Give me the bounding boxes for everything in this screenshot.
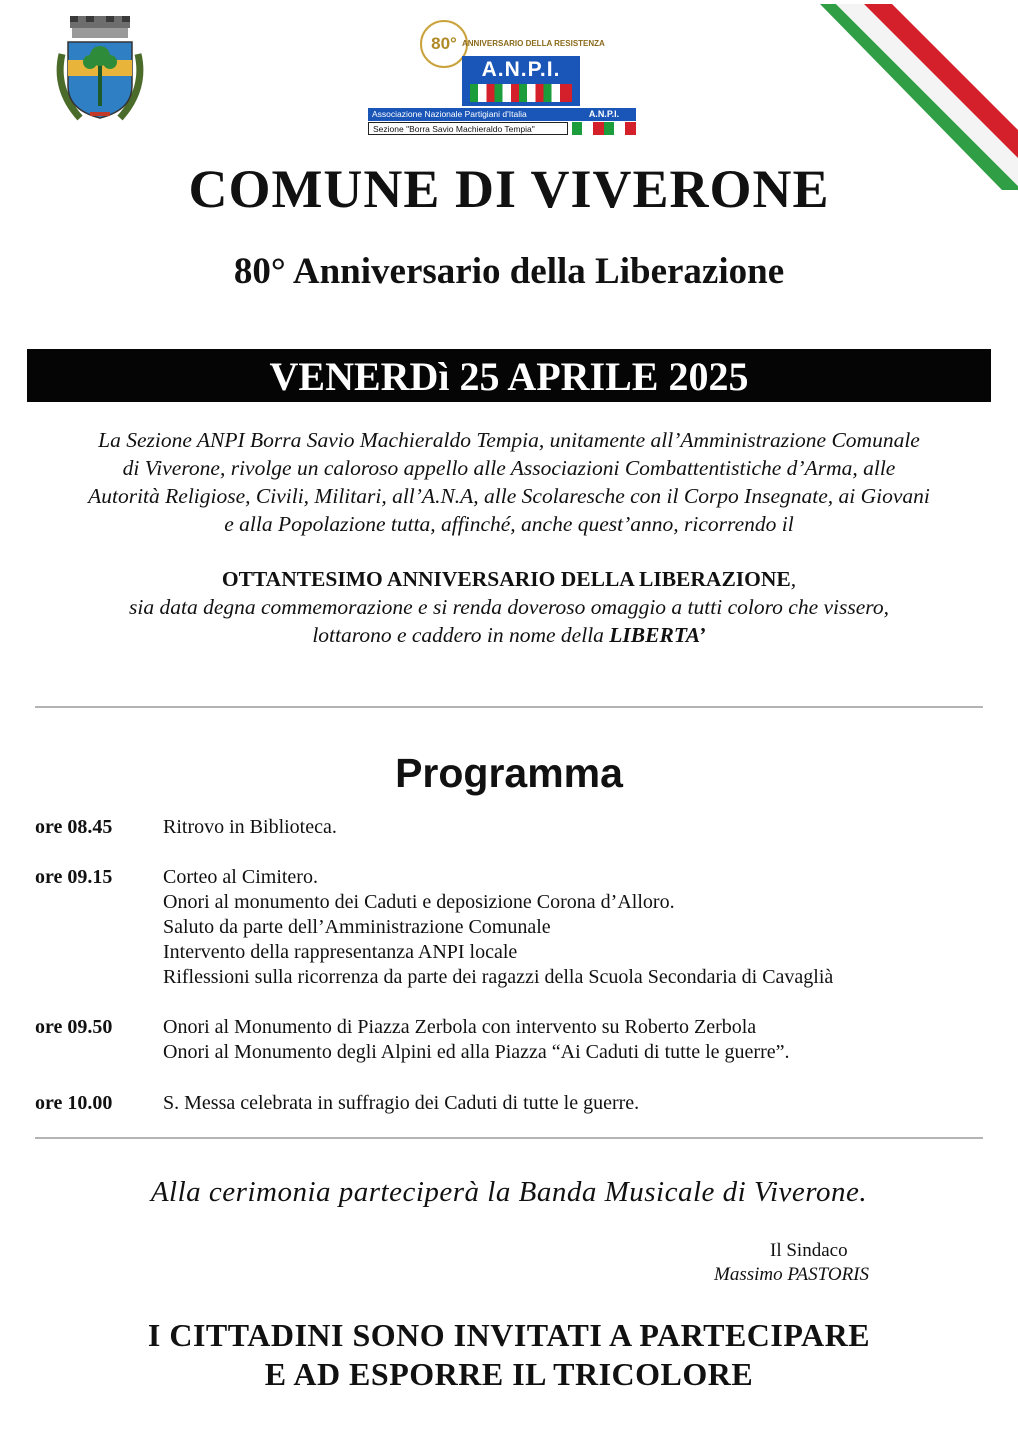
intro-line: Autorità Religiose, Civili, Militari, all’A.N.A, alle Scolaresche con il Corpo Insegnate, ai Giovani	[88, 484, 930, 508]
program-time: ore 09.50	[35, 1016, 113, 1038]
intro-line: sia data degna commemorazione e si renda doveroso omaggio a tutti coloro che vissero,	[129, 595, 889, 619]
divider	[35, 1137, 983, 1139]
program-line: Riflessioni sulla ricorrenza da parte dei ragazzi della Scuola Secondaria di Cavaglià	[163, 966, 834, 988]
municipal-crest-icon	[50, 14, 150, 128]
program-time: ore 09.15	[35, 866, 113, 888]
program-line: Onori al Monumento di Piazza Zerbola con intervento su Roberto Zerbola	[163, 1016, 757, 1038]
anpi-acronym: A.N.P.I.	[481, 58, 561, 81]
page-subtitle: 80° Anniversario della Liberazione	[233, 251, 785, 292]
anpi-mini-acronym: A.N.P.I.	[572, 108, 636, 121]
divider	[35, 706, 983, 708]
program-line: Onori al monumento dei Caduti e deposizione Corona d’Alloro.	[163, 891, 675, 913]
program-line: Corteo al Cimitero.	[163, 866, 318, 888]
closing-line: I CITTADINI SONO INVITATI A PARTECIPARE	[147, 1317, 871, 1353]
signature-role: Il Sindaco	[770, 1240, 848, 1261]
program-line: Saluto da parte dell’Amministrazione Comunale	[163, 916, 551, 938]
intro-line-prefix: lottarono e caddero in nome della	[312, 623, 610, 647]
program-time: ore 08.45	[35, 816, 113, 838]
tricolore-stripes-icon	[470, 84, 572, 102]
program-line: S. Messa celebrata in suffragio dei Caduti di tutte le guerre.	[163, 1092, 640, 1114]
emphasis-comma: ,	[790, 567, 797, 591]
anpi-80-badge: 80°	[420, 20, 468, 68]
program-line: Onori al Monumento degli Alpini ed alla Piazza “Ai Caduti di tutte le guerre”.	[163, 1041, 790, 1063]
date-banner: VENERDì 25 APRILE 2025	[27, 349, 991, 402]
programma-title: Programma	[395, 750, 623, 796]
anpi-logo	[368, 18, 636, 138]
program-time: ore 10.00	[35, 1092, 113, 1114]
liberta-word: LIBERTA’	[609, 623, 706, 647]
anpi-section-line: Sezione "Borra Savio Machieraldo Tempia"	[368, 122, 568, 135]
anpi-emblem	[462, 56, 580, 106]
mini-flag-icon	[572, 122, 636, 135]
program-row	[163, 1091, 983, 1116]
program-row	[163, 815, 983, 840]
program-line: Intervento della rappresentanza ANPI locale	[163, 941, 518, 963]
intro-line: La Sezione ANPI Borra Savio Machieraldo Tempia, unitamente all’Amministrazione Comunale	[98, 428, 920, 452]
intro-line: di Viverone, rivolge un caloroso appello alle Associazioni Combattentistiche d’Arma, alle	[122, 456, 896, 480]
program-line: Ritrovo in Biblioteca.	[163, 816, 337, 838]
signature-name: Massimo PASTORIS	[714, 1264, 870, 1285]
intro-paragraph	[20, 426, 998, 538]
closing-line: E AD ESPORRE IL TRICOLORE	[264, 1356, 754, 1392]
intro-line: e alla Popolazione tutta, affinché, anche quest’anno, ricorrendo il	[224, 512, 794, 536]
program-row	[163, 865, 983, 990]
page-title: COMUNE DI VIVERONE	[188, 159, 830, 219]
intro-emphasis-paragraph	[20, 565, 998, 649]
anpi-anniversary-text: ANNIVERSARIO DELLA RESISTENZA	[462, 39, 605, 48]
anpi-association-line: Associazione Nazionale Partigiani d'Italia	[368, 108, 572, 121]
anniversary-emphasis: OTTANTESIMO ANNIVERSARIO DELLA LIBERAZIONE	[221, 567, 791, 591]
band-note: Alla cerimonia parteciperà la Banda Musicale di Viverone.	[150, 1176, 868, 1208]
program-row	[163, 1015, 983, 1065]
